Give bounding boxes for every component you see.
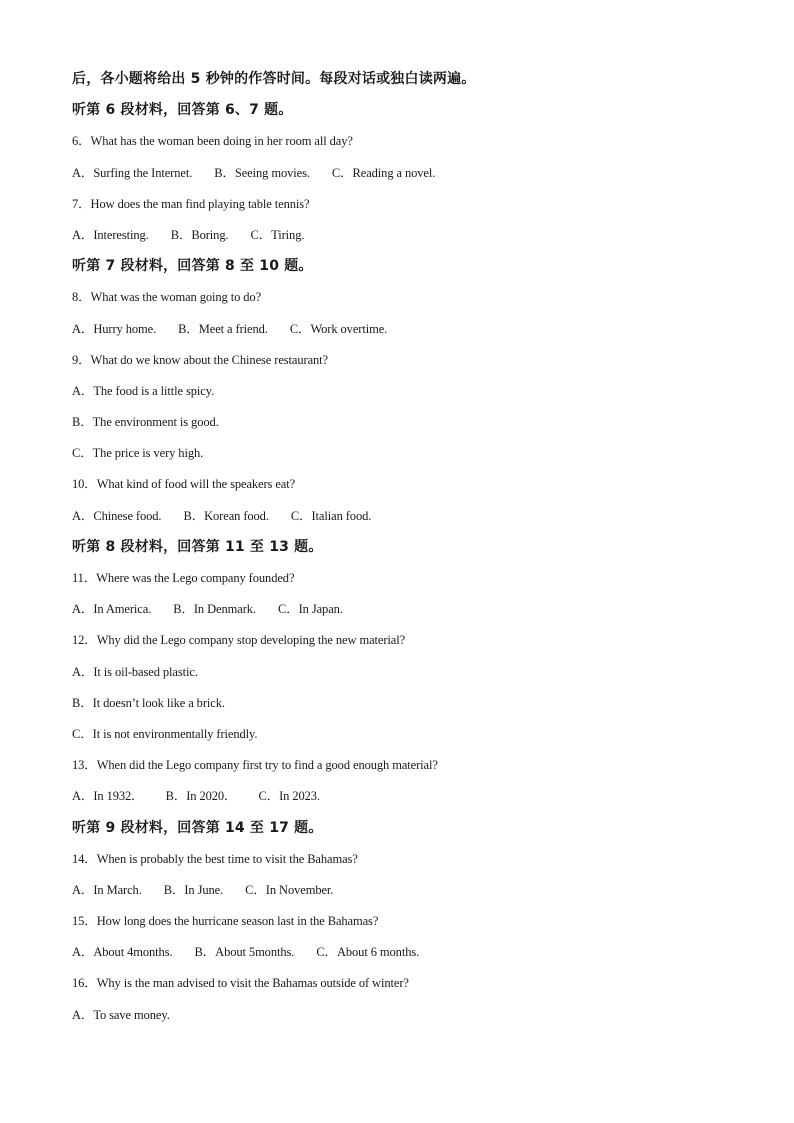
answer-option: C．In 2023. xyxy=(258,789,320,804)
option-spacer xyxy=(268,314,290,345)
answer-option: A．Hurry home. xyxy=(72,321,157,336)
option-spacer xyxy=(142,875,164,906)
answer-option: B．About 5months. xyxy=(194,945,295,960)
question-line: A．It is oil-based plastic. xyxy=(72,664,198,679)
question-line: B．The environment is good. xyxy=(72,415,219,430)
question-line: 7．How does the man find playing table tennis? xyxy=(72,196,310,211)
question-line: C．The price is very high. xyxy=(72,446,204,461)
section-heading: 听第 7 段材料，回答第 8 至 10 题。 xyxy=(72,258,313,275)
answer-option: A．Interesting. xyxy=(72,227,149,242)
question-line: 10．What kind of food will the speakers eat? xyxy=(72,477,296,492)
question-line: 15．How long does the hurricane season last in the Bahamas? xyxy=(72,914,379,929)
option-spacer xyxy=(223,875,245,906)
option-row xyxy=(72,781,732,812)
question-line: 14．When is probably the best time to visit the Bahamas? xyxy=(72,851,358,866)
answer-option: B．Boring. xyxy=(170,227,229,242)
question-line: 9．What do we know about the Chinese restaurant? xyxy=(72,352,328,367)
option-spacer xyxy=(156,314,178,345)
option-row xyxy=(72,314,732,345)
option-row xyxy=(72,220,732,251)
answer-option: C．Tiring. xyxy=(250,227,305,242)
answer-option: B．In 2020． xyxy=(165,789,237,804)
question-line: C．It is not environmentally friendly. xyxy=(72,726,258,741)
section-heading: 听第 8 段材料，回答第 11 至 13 题。 xyxy=(72,538,323,555)
option-spacer xyxy=(310,158,332,189)
option-spacer xyxy=(173,937,195,968)
question-line: B．It doesn’t look like a brick. xyxy=(72,695,225,710)
option-spacer xyxy=(256,594,278,625)
answer-option: B．In June. xyxy=(163,882,224,897)
option-spacer xyxy=(144,781,166,812)
question-line: 13．When did the Lego company first try to find a good enough material? xyxy=(72,758,438,773)
answer-option: B．Korean food. xyxy=(183,508,269,523)
answer-option: B．Seeing movies. xyxy=(214,165,310,180)
answer-option: C．In November. xyxy=(245,882,334,897)
option-spacer xyxy=(236,781,258,812)
answer-option: A．About 4months. xyxy=(72,945,173,960)
option-row xyxy=(72,937,732,968)
document-page xyxy=(72,64,732,1031)
option-spacer xyxy=(151,594,173,625)
answer-option: C．Italian food. xyxy=(290,508,372,523)
question-line: 11．Where was the Lego company founded? xyxy=(72,571,295,585)
question-line: 6．What has the woman been doing in her room all day? xyxy=(72,134,353,149)
answer-option: C．About 6 months. xyxy=(316,945,420,960)
question-line: 8．What was the woman going to do? xyxy=(72,290,262,305)
answer-option: A．In 1932． xyxy=(72,789,144,804)
option-spacer xyxy=(229,220,251,251)
answer-option: B．Meet a friend. xyxy=(178,321,268,336)
answer-option: B．In Denmark. xyxy=(173,602,256,617)
answer-option: A．In March. xyxy=(72,882,142,897)
answer-option: A．Chinese food. xyxy=(72,508,162,523)
option-spacer xyxy=(149,220,171,251)
section-heading: 听第 9 段材料，回答第 14 至 17 题。 xyxy=(72,819,323,836)
option-spacer xyxy=(192,158,214,189)
option-row xyxy=(72,875,732,906)
question-line: A．The food is a little spicy. xyxy=(72,383,215,398)
section-heading: 听第 6 段材料，回答第 6、7 题。 xyxy=(72,102,293,119)
option-spacer xyxy=(294,937,316,968)
answer-option: A．Surfing the Internet. xyxy=(72,165,193,180)
answer-option: C．In Japan. xyxy=(277,602,343,617)
option-row xyxy=(72,158,732,189)
option-spacer xyxy=(269,501,291,532)
option-spacer xyxy=(161,501,183,532)
section-heading: 后，各小题将给出 5 秒钟的作答时间。每段对话或独白读两遍。 xyxy=(72,71,476,87)
question-line: 16．Why is the man advised to visit the Bahamas outside of winter? xyxy=(72,976,409,991)
question-line: 12．Why did the Lego company stop developing the new material? xyxy=(72,633,406,648)
answer-option: C．Reading a novel. xyxy=(331,165,436,180)
answer-option: C．Work overtime. xyxy=(289,321,388,336)
answer-option: A．In America. xyxy=(72,602,152,617)
option-row xyxy=(72,594,732,625)
option-row xyxy=(72,501,732,532)
question-line: A．To save money. xyxy=(72,1007,170,1022)
